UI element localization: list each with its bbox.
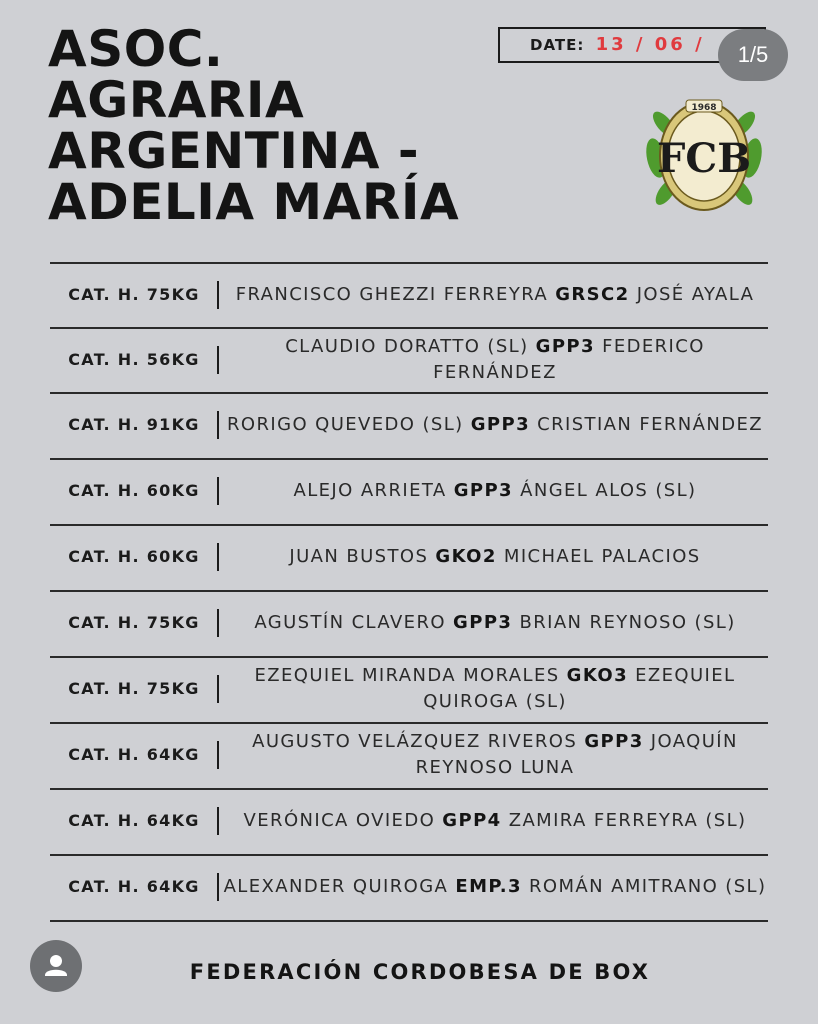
- fighter-b: JOSÉ AYALA: [636, 284, 755, 305]
- bout-row: [50, 525, 768, 589]
- fighter-a: CLAUDIO DORATTO (SL): [285, 336, 529, 357]
- bout-result: [222, 459, 768, 523]
- weight-category: CAT. H. 75KG: [68, 285, 200, 304]
- bout-row: [50, 591, 768, 655]
- federation-logo-icon: [642, 88, 766, 220]
- bout-result: [222, 855, 768, 919]
- separator: [217, 873, 219, 901]
- fighter-b: CRISTIAN FERNÁNDEZ: [537, 414, 763, 435]
- date-label: DATE:: [530, 36, 585, 54]
- fighter-b: BRIAN REYNOSO (SL): [519, 612, 736, 633]
- bout-row: [50, 723, 768, 787]
- footer-text: FEDERACIÓN CORDOBESA DE BOX: [189, 960, 651, 984]
- result-code: GPP3: [584, 731, 644, 752]
- fighter-a: VERÓNICA OVIEDO: [243, 810, 436, 831]
- fighter-b: EZEQUIEL QUIROGA (SL): [423, 665, 736, 712]
- weight-category: CAT. H. 56KG: [68, 350, 200, 369]
- fighter-b: ÁNGEL ALOS (SL): [520, 480, 697, 501]
- separator: [217, 411, 219, 439]
- fighter-a: RORIGO QUEVEDO (SL): [227, 414, 464, 435]
- bout-row: [50, 263, 768, 327]
- page-indicator[interactable]: 1/5: [718, 29, 788, 81]
- logo-year: 1968: [691, 103, 717, 113]
- result-code: GPP3: [535, 336, 595, 357]
- result-code: GPP3: [453, 612, 513, 633]
- fighter-a: ALEJO ARRIETA: [293, 480, 447, 501]
- logo-letters: FCB: [656, 135, 752, 182]
- weight-category: CAT. H. 75KG: [68, 679, 200, 698]
- weight-category: CAT. H. 75KG: [68, 613, 200, 632]
- fighter-b: FEDERICO FERNÁNDEZ: [433, 336, 705, 383]
- separator: [217, 609, 219, 637]
- title-line-1: ASOC.: [48, 20, 224, 78]
- separator: [217, 675, 219, 703]
- bout-row: [50, 657, 768, 721]
- bout-result: [222, 525, 768, 589]
- weight-category: CAT. H. 91KG: [68, 415, 200, 434]
- fighter-a: ALEXANDER QUIROGA: [223, 876, 449, 897]
- title-line-3: ARGENTINA -: [48, 122, 420, 180]
- separator: [217, 477, 219, 505]
- weight-category: CAT. H. 64KG: [68, 877, 200, 896]
- weight-category: CAT. H. 64KG: [68, 811, 200, 830]
- separator: [217, 543, 219, 571]
- weight-category: CAT. H. 64KG: [68, 745, 200, 764]
- user-avatar-icon[interactable]: [30, 940, 82, 992]
- date-value: 13 / 06 /: [595, 34, 705, 55]
- bout-result: [222, 723, 768, 787]
- result-code: EMP.3: [455, 876, 522, 897]
- bout-row: [50, 855, 768, 919]
- person-icon: [30, 940, 82, 992]
- bout-row: [50, 459, 768, 523]
- result-code: GPP4: [442, 810, 502, 831]
- title-line-2: AGRARIA: [48, 71, 305, 129]
- bout-row: [50, 328, 768, 392]
- bout-result: [222, 591, 768, 655]
- bout-result: [222, 263, 768, 327]
- fighter-b: ZAMIRA FERREYRA (SL): [508, 810, 747, 831]
- title-line-4: ADELIA MARÍA: [48, 173, 460, 231]
- separator: [217, 281, 219, 309]
- fighter-b: JOAQUÍN REYNOSO LUNA: [415, 731, 738, 778]
- bout-row: [50, 393, 768, 457]
- fighter-a: EZEQUIEL MIRANDA MORALES: [254, 665, 560, 686]
- fighter-a: FRANCISCO GHEZZI FERREYRA: [235, 284, 549, 305]
- fighter-a: AGUSTÍN CLAVERO: [254, 612, 446, 633]
- separator: [217, 741, 219, 769]
- result-code: GPP3: [453, 480, 513, 501]
- separator: [217, 346, 219, 374]
- fighter-a: JUAN BUSTOS: [289, 546, 429, 567]
- fighter-a: AUGUSTO VELÁZQUEZ RIVEROS: [252, 731, 578, 752]
- bout-result: [222, 328, 768, 392]
- bout-result: [222, 393, 768, 457]
- fighter-b: MICHAEL PALACIOS: [503, 546, 701, 567]
- divider: [50, 920, 768, 922]
- result-code: GRSC2: [555, 284, 630, 305]
- weight-category: CAT. H. 60KG: [68, 481, 200, 500]
- fighter-b: ROMÁN AMITRANO (SL): [529, 876, 767, 897]
- result-code: GKO2: [435, 546, 497, 567]
- result-code: GPP3: [470, 414, 531, 435]
- bout-result: [222, 789, 768, 853]
- result-code: GKO3: [566, 665, 629, 686]
- bout-result: [222, 657, 768, 721]
- weight-category: CAT. H. 60KG: [68, 547, 200, 566]
- separator: [217, 807, 219, 835]
- bout-row: [50, 789, 768, 853]
